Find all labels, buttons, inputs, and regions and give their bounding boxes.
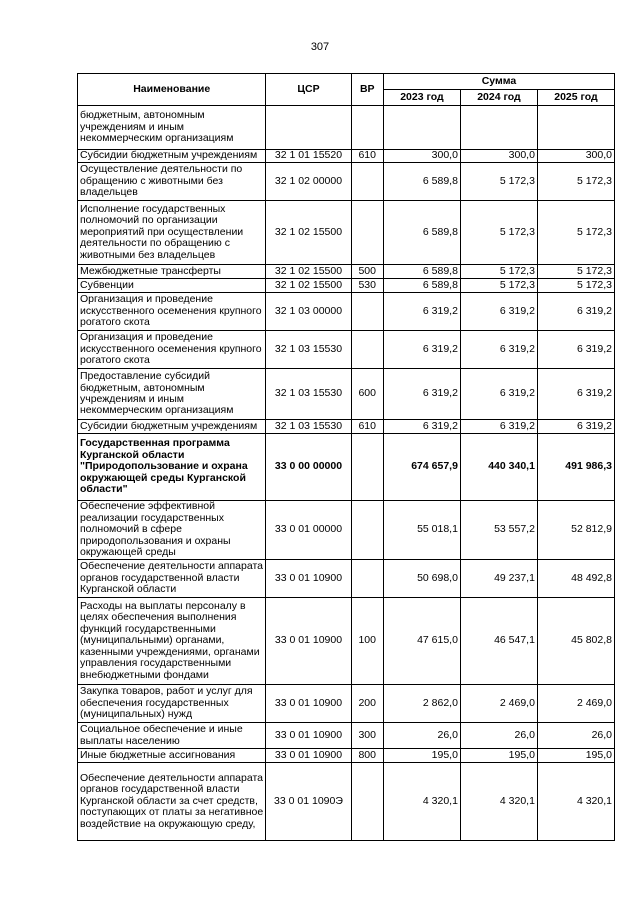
table-row xyxy=(78,501,615,560)
row-sum-2023: 6 589,8 xyxy=(383,201,460,265)
row-vr-code xyxy=(351,201,383,265)
table-row xyxy=(78,265,615,279)
row-name: бюджетным, автономным учреждениям и иным некоммерческим организациям xyxy=(78,106,266,150)
table-row xyxy=(78,685,615,723)
row-sum-2023: 674 657,9 xyxy=(383,434,460,501)
row-sum-2024: 6 319,2 xyxy=(460,331,537,369)
row-csr-code: 33 0 01 10900 xyxy=(266,598,351,685)
table-row xyxy=(78,150,615,163)
row-sum-2024: 5 172,3 xyxy=(460,163,537,201)
row-vr-code: 600 xyxy=(351,369,383,420)
row-sum-2024: 5 172,3 xyxy=(460,201,537,265)
row-sum-2025: 6 319,2 xyxy=(537,420,614,434)
row-sum-2023: 6 589,8 xyxy=(383,279,460,293)
row-sum-2025: 300,0 xyxy=(537,150,614,163)
row-name: Обеспечение деятельности аппарата органов государственной власти Курганской области xyxy=(78,560,266,598)
table-row xyxy=(78,598,615,685)
table-row xyxy=(78,434,615,501)
header-sum: Сумма xyxy=(383,74,614,90)
row-csr-code: 32 1 03 15530 xyxy=(266,369,351,420)
row-sum-2023 xyxy=(383,106,460,150)
row-name: Исполнение государственных полномочий по организации мероприятий при осуществлении деятельности по обращению с животными без владельцев xyxy=(78,201,266,265)
row-name: Организация и проведение искусственного осеменения крупного рогатого скота xyxy=(78,293,266,331)
row-vr-code xyxy=(351,501,383,560)
page-number: 307 xyxy=(310,41,330,53)
row-csr-code: 33 0 01 10900 xyxy=(266,749,351,763)
row-sum-2025: 26,0 xyxy=(537,723,614,749)
header-year-2023: 2023 год xyxy=(383,90,460,106)
row-sum-2023: 6 589,8 xyxy=(383,163,460,201)
row-sum-2023: 4 320,1 xyxy=(383,763,460,841)
row-csr-code: 32 1 01 15520 xyxy=(266,150,351,163)
table-row xyxy=(78,201,615,265)
row-sum-2025: 6 319,2 xyxy=(537,369,614,420)
row-vr-code xyxy=(351,331,383,369)
header-vr: ВР xyxy=(351,74,383,106)
row-sum-2025: 6 319,2 xyxy=(537,293,614,331)
row-sum-2023: 50 698,0 xyxy=(383,560,460,598)
row-sum-2023: 6 319,2 xyxy=(383,369,460,420)
row-vr-code xyxy=(351,560,383,598)
row-sum-2023: 300,0 xyxy=(383,150,460,163)
row-sum-2024: 2 469,0 xyxy=(460,685,537,723)
table-row xyxy=(78,420,615,434)
row-sum-2025: 5 172,3 xyxy=(537,201,614,265)
table-row xyxy=(78,279,615,293)
row-sum-2025: 5 172,3 xyxy=(537,279,614,293)
row-sum-2025: 48 492,8 xyxy=(537,560,614,598)
row-sum-2025 xyxy=(537,106,614,150)
table-row xyxy=(78,106,615,150)
row-csr-code: 32 1 02 15500 xyxy=(266,201,351,265)
row-sum-2023: 6 319,2 xyxy=(383,331,460,369)
row-sum-2025: 5 172,3 xyxy=(537,163,614,201)
row-vr-code xyxy=(351,763,383,841)
row-vr-code: 100 xyxy=(351,598,383,685)
row-csr-code xyxy=(266,106,351,150)
table-row xyxy=(78,331,615,369)
row-sum-2025: 4 320,1 xyxy=(537,763,614,841)
row-name: Межбюджетные трансферты xyxy=(78,265,266,279)
row-sum-2024: 6 319,2 xyxy=(460,420,537,434)
row-csr-code: 32 1 03 15530 xyxy=(266,331,351,369)
row-sum-2023: 47 615,0 xyxy=(383,598,460,685)
row-sum-2024: 49 237,1 xyxy=(460,560,537,598)
table-row xyxy=(78,369,615,420)
row-sum-2024: 300,0 xyxy=(460,150,537,163)
row-csr-code: 33 0 01 00000 xyxy=(266,501,351,560)
row-vr-code: 500 xyxy=(351,265,383,279)
table-row xyxy=(78,293,615,331)
row-csr-code: 32 1 03 15530 xyxy=(266,420,351,434)
row-sum-2024: 4 320,1 xyxy=(460,763,537,841)
row-vr-code: 610 xyxy=(351,150,383,163)
table-row xyxy=(78,763,615,841)
row-name: Субвенции xyxy=(78,279,266,293)
row-vr-code: 200 xyxy=(351,685,383,723)
row-sum-2024: 440 340,1 xyxy=(460,434,537,501)
row-sum-2023: 6 589,8 xyxy=(383,265,460,279)
header-year-2024: 2024 год xyxy=(460,90,537,106)
row-csr-code: 32 1 02 15500 xyxy=(266,265,351,279)
row-sum-2023: 195,0 xyxy=(383,749,460,763)
row-sum-2024: 6 319,2 xyxy=(460,369,537,420)
row-sum-2025: 45 802,8 xyxy=(537,598,614,685)
header-year-2025: 2025 год xyxy=(537,90,614,106)
row-name: Социальное обеспечение и иные выплаты населению xyxy=(78,723,266,749)
table-row xyxy=(78,749,615,763)
row-vr-code xyxy=(351,434,383,501)
row-sum-2025: 6 319,2 xyxy=(537,331,614,369)
row-vr-code: 530 xyxy=(351,279,383,293)
row-csr-code: 32 1 03 00000 xyxy=(266,293,351,331)
row-vr-code xyxy=(351,163,383,201)
row-vr-code: 610 xyxy=(351,420,383,434)
row-csr-code: 33 0 01 10900 xyxy=(266,560,351,598)
table-header xyxy=(78,74,615,106)
row-csr-code: 33 0 01 10900 xyxy=(266,723,351,749)
row-sum-2023: 55 018,1 xyxy=(383,501,460,560)
row-name: Организация и проведение искусственного осеменения крупного рогатого скота xyxy=(78,331,266,369)
row-sum-2024: 6 319,2 xyxy=(460,293,537,331)
row-name: Закупка товаров, работ и услуг для обеспечения государственных (муниципальных) нужд xyxy=(78,685,266,723)
row-csr-code: 32 1 02 15500 xyxy=(266,279,351,293)
row-csr-code: 33 0 01 10900 xyxy=(266,685,351,723)
row-sum-2025: 195,0 xyxy=(537,749,614,763)
row-sum-2025: 52 812,9 xyxy=(537,501,614,560)
table-row xyxy=(78,723,615,749)
row-vr-code: 800 xyxy=(351,749,383,763)
row-csr-code: 33 0 00 00000 xyxy=(266,434,351,501)
header-name: Наименование xyxy=(78,74,266,106)
row-sum-2024: 195,0 xyxy=(460,749,537,763)
row-sum-2025: 5 172,3 xyxy=(537,265,614,279)
budget-table xyxy=(77,73,615,841)
row-csr-code: 32 1 02 00000 xyxy=(266,163,351,201)
row-name: Субсидии бюджетным учреждениям xyxy=(78,150,266,163)
table-body xyxy=(78,106,615,841)
row-name: Обеспечение эффективной реализации государственных полномочий в сфере природопользования и охраны окружающей среды xyxy=(78,501,266,560)
row-sum-2023: 6 319,2 xyxy=(383,293,460,331)
row-name: Иные бюджетные ассигнования xyxy=(78,749,266,763)
row-sum-2023: 2 862,0 xyxy=(383,685,460,723)
row-sum-2025: 2 469,0 xyxy=(537,685,614,723)
row-sum-2024: 26,0 xyxy=(460,723,537,749)
row-csr-code: 33 0 01 1090Э xyxy=(266,763,351,841)
row-name: Государственная программа Курганской области "Природопользование и охрана окружающей среды Курганской области" xyxy=(78,434,266,501)
row-sum-2024: 5 172,3 xyxy=(460,279,537,293)
row-vr-code: 300 xyxy=(351,723,383,749)
row-sum-2023: 26,0 xyxy=(383,723,460,749)
row-sum-2024: 53 557,2 xyxy=(460,501,537,560)
row-name: Расходы на выплаты персоналу в целях обеспечения выполнения функций государственными (муниципальными) органами, казенными учреждениями, органами управления государственными внебюджетными фондами xyxy=(78,598,266,685)
row-name: Субсидии бюджетным учреждениям xyxy=(78,420,266,434)
row-sum-2024: 5 172,3 xyxy=(460,265,537,279)
row-name: Осуществление деятельности по обращению с животными без владельцев xyxy=(78,163,266,201)
header-csr: ЦСР xyxy=(266,74,351,106)
row-name: Предоставление субсидий бюджетным, автономным учреждениям и иным некоммерческим организациям xyxy=(78,369,266,420)
row-sum-2023: 6 319,2 xyxy=(383,420,460,434)
row-sum-2025: 491 986,3 xyxy=(537,434,614,501)
table-row xyxy=(78,560,615,598)
row-sum-2024 xyxy=(460,106,537,150)
row-sum-2024: 46 547,1 xyxy=(460,598,537,685)
row-vr-code xyxy=(351,106,383,150)
row-name: Обеспечение деятельности аппарата органов государственной власти Курганской области за счет средств, поступающих от платы за негативное воздействие на окружающую среду, xyxy=(78,763,266,841)
table-row xyxy=(78,163,615,201)
row-vr-code xyxy=(351,293,383,331)
